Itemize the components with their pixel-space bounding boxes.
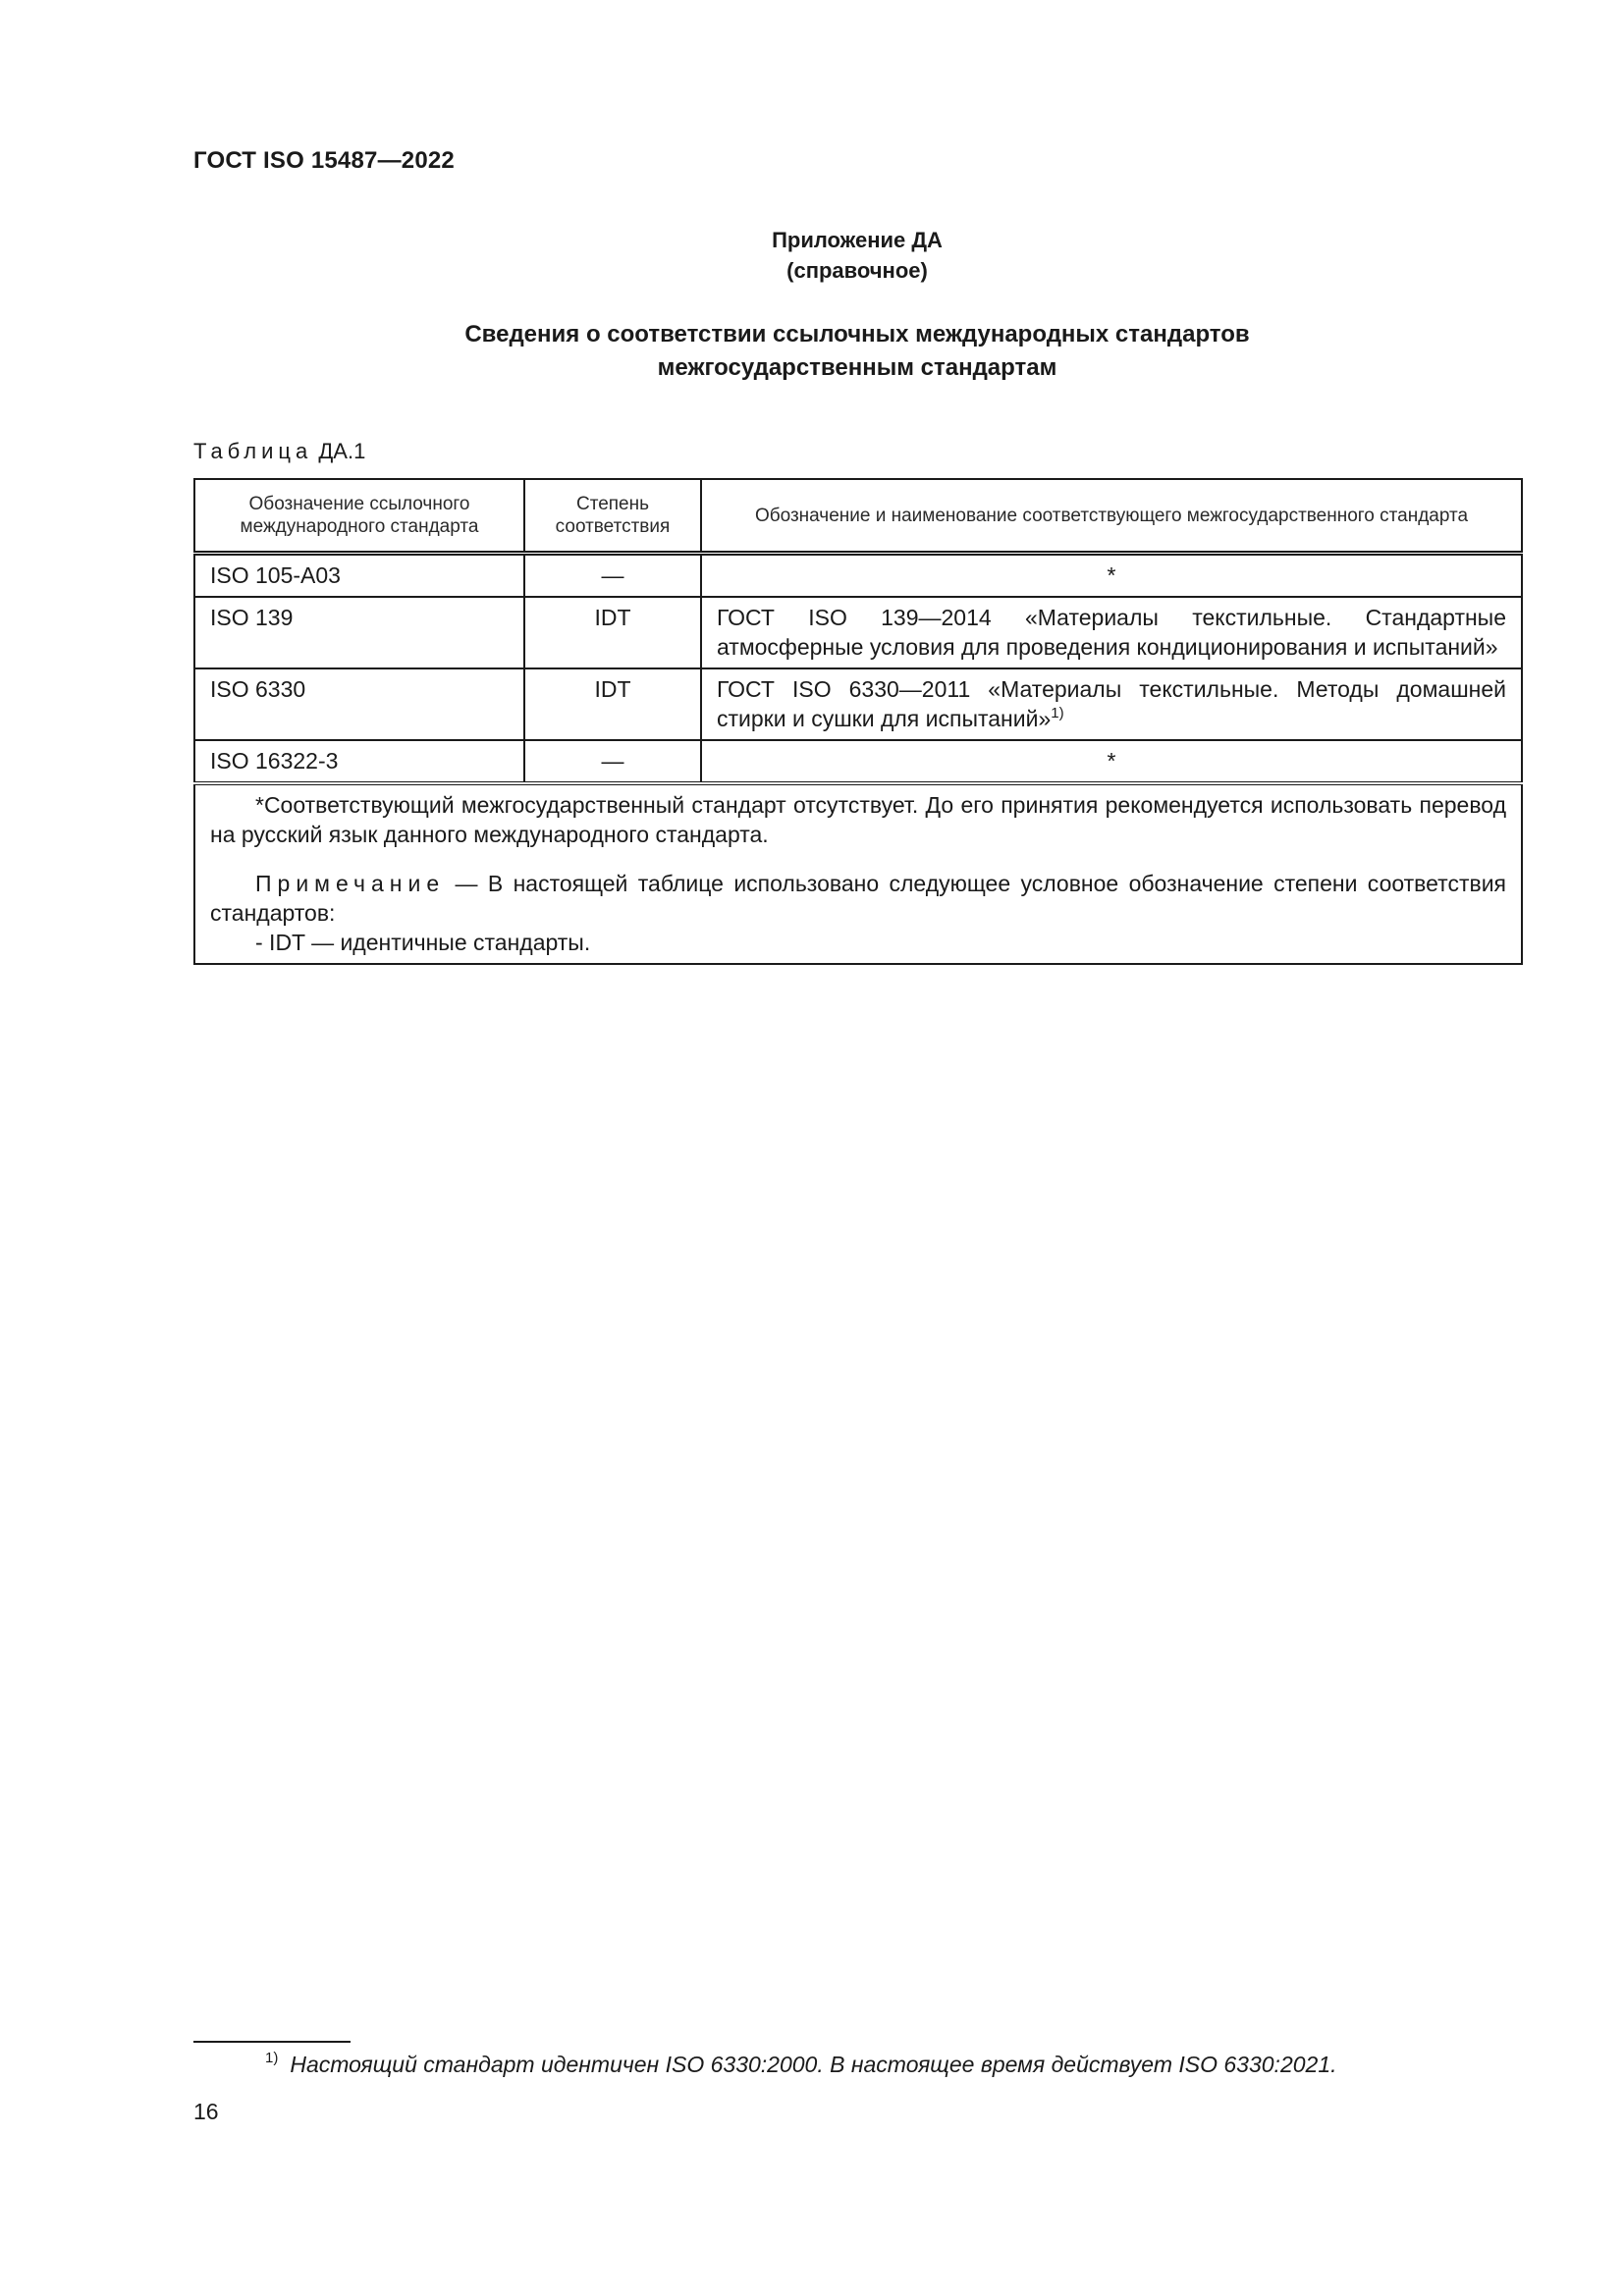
table-notes bbox=[194, 783, 1522, 964]
note-label: Примечание bbox=[255, 871, 446, 896]
table-row bbox=[194, 554, 1522, 598]
cell-standard bbox=[701, 668, 1522, 740]
footnote-reference[interactable]: 1) bbox=[1051, 705, 1064, 721]
document-code: ГОСТ ISO 15487—2022 bbox=[193, 147, 455, 174]
asterisk-note: *Соответствующий межгосударственный стандарт отсутствует. До его принятия рекомендуется использовать перевод на русский язык данного международного стандарта. bbox=[210, 792, 1506, 847]
table-header-row bbox=[194, 479, 1522, 554]
table-note bbox=[210, 869, 1506, 928]
table-caption-id: ДА.1 bbox=[318, 439, 366, 463]
page-number: 16 bbox=[193, 2099, 219, 2124]
appendix-kind: (справочное) bbox=[786, 258, 928, 283]
table-row bbox=[194, 597, 1522, 668]
cell-degree: — bbox=[524, 740, 701, 783]
cell-degree: — bbox=[524, 554, 701, 598]
table-row bbox=[194, 668, 1522, 740]
table-caption bbox=[193, 439, 365, 464]
column-header-reference: Обозначение ссылочного международного стандарта bbox=[194, 479, 524, 554]
table-row bbox=[194, 740, 1522, 783]
cell-degree: IDT bbox=[524, 668, 701, 740]
cell-degree: IDT bbox=[524, 597, 701, 668]
cell-reference: ISO 105-A03 bbox=[194, 554, 524, 598]
note-list-item: - IDT — идентичные стандарты. bbox=[255, 930, 591, 955]
cell-reference: ISO 139 bbox=[194, 597, 524, 668]
correspondence-table bbox=[193, 478, 1523, 965]
cell-reference: ISO 6330 bbox=[194, 668, 524, 740]
note-text: — В настоящей таблице использовано следующее условное обозначение степени соответствия стандартов: bbox=[210, 871, 1506, 926]
footnote-mark: 1) bbox=[265, 2050, 279, 2066]
cell-standard: * bbox=[701, 554, 1522, 598]
cell-reference: ISO 16322-3 bbox=[194, 740, 524, 783]
cell-standard: ГОСТ ISO 139—2014 «Материалы текстильные. Стандартные атмосферные условия для проведения кондиционирования и испытаний» bbox=[701, 597, 1522, 668]
table-notes-row bbox=[194, 783, 1522, 964]
appendix-heading-line-2: межгосударственным стандартам bbox=[657, 354, 1057, 381]
footnote bbox=[265, 2052, 1337, 2078]
footnote-text: Настоящий стандарт идентичен ISO 6330:2000. В настоящее время действует ISO 6330:2021. bbox=[290, 2052, 1337, 2077]
column-header-standard: Обозначение и наименование соответствующего межгосударственного стандарта bbox=[701, 479, 1522, 554]
cell-standard-text: ГОСТ ISO 6330—2011 «Материалы текстильные. Методы домашней стирки и сушки для испытаний» bbox=[717, 676, 1506, 731]
appendix-title: Приложение ДА bbox=[772, 228, 943, 252]
appendix-heading-line-1: Сведения о соответствии ссылочных международных стандартов bbox=[464, 321, 1250, 347]
column-header-degree: Степень соответствия bbox=[524, 479, 701, 554]
cell-standard: * bbox=[701, 740, 1522, 783]
footnote-separator bbox=[193, 2041, 351, 2043]
table-caption-word: Таблица bbox=[193, 439, 313, 463]
